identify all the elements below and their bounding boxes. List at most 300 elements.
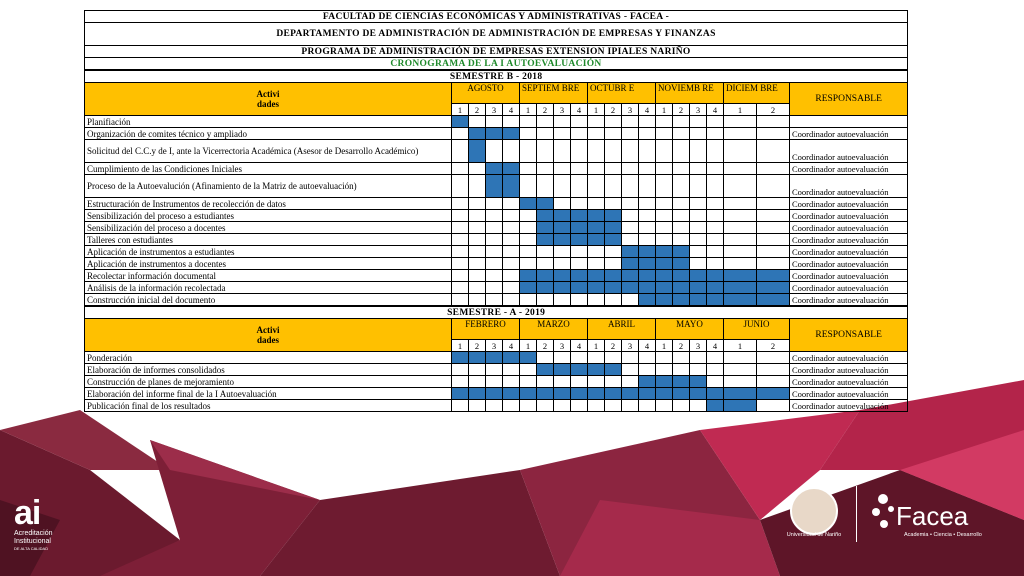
week-number: 2 — [537, 340, 554, 352]
schedule-cell — [571, 376, 588, 388]
schedule-cell — [520, 258, 537, 270]
schedule-cell — [537, 140, 554, 163]
schedule-cell-active — [520, 270, 537, 282]
activity-name: Proceso de la Autoevalución (Afinamiento de la Matriz de autoevaluación) — [85, 175, 452, 198]
schedule-cell — [588, 128, 605, 140]
activity-row — [85, 234, 908, 246]
week-number: 2 — [469, 340, 486, 352]
schedule-cell — [639, 400, 656, 412]
schedule-cell — [690, 163, 707, 175]
schedule-cell — [520, 234, 537, 246]
schedule-cell — [486, 258, 503, 270]
activity-name: Construcción inicial del documento — [85, 294, 452, 306]
schedule-cell — [469, 400, 486, 412]
schedule-cell-active — [622, 246, 639, 258]
semester-title: SEMESTRE B - 2018 — [85, 71, 908, 83]
schedule-cell-active — [724, 400, 757, 412]
department-title: DEPARTAMENTO DE ADMINISTRACIÓN DE ADMINISTRACIÓN DE EMPRESAS Y FINANZAS — [85, 23, 908, 46]
activity-name: Publicación final de los resultados — [85, 400, 452, 412]
schedule-cell — [707, 198, 724, 210]
schedule-cell-active — [757, 282, 790, 294]
schedule-cell — [486, 364, 503, 376]
schedule-cell — [622, 128, 639, 140]
schedule-cell — [622, 198, 639, 210]
schedule-cell — [707, 116, 724, 128]
schedule-cell — [605, 175, 622, 198]
month-header-marzo: MARZO — [520, 319, 588, 340]
responsible-name: Coordinador autoevaluación — [790, 258, 908, 270]
week-number: 2 — [757, 340, 790, 352]
schedule-cell-active — [639, 258, 656, 270]
logo-divider — [856, 486, 857, 542]
schedule-cell — [757, 116, 790, 128]
schedule-cell — [588, 175, 605, 198]
responsible-name: Coordinador autoevaluación — [790, 163, 908, 175]
schedule-cell — [537, 352, 554, 364]
schedule-cell — [605, 198, 622, 210]
schedule-cell — [724, 175, 757, 198]
schedule-cell — [503, 400, 520, 412]
activity-name: Recolectar información documental — [85, 270, 452, 282]
schedule-cell — [452, 400, 469, 412]
schedule-cell-active — [554, 222, 571, 234]
schedule-cell — [537, 175, 554, 198]
program-title: PROGRAMA DE ADMINISTRACIÓN DE EMPRESAS EXTENSION IPIALES NARIÑO — [85, 46, 908, 58]
schedule-cell — [605, 352, 622, 364]
schedule-cell — [452, 246, 469, 258]
schedule-cell-active — [588, 364, 605, 376]
facea-dot-icon — [878, 494, 888, 504]
schedule-cell-active — [757, 294, 790, 306]
schedule-cell — [690, 400, 707, 412]
schedule-cell-active — [486, 163, 503, 175]
schedule-cell — [673, 364, 690, 376]
week-number: 1 — [656, 104, 673, 116]
schedule-cell-active — [605, 222, 622, 234]
activity-name: Ponderación — [85, 352, 452, 364]
schedule-cell — [707, 376, 724, 388]
schedule-cell-active — [571, 270, 588, 282]
schedule-cell — [622, 175, 639, 198]
schedule-cell — [469, 222, 486, 234]
schedule-cell-active — [656, 388, 673, 400]
activity-name: Talleres con estudiantes — [85, 234, 452, 246]
schedule-cell — [452, 198, 469, 210]
activity-row — [85, 198, 908, 210]
schedule-cell-active — [605, 282, 622, 294]
schedule-cell — [571, 116, 588, 128]
schedule-cell — [469, 163, 486, 175]
schedule-cell — [537, 163, 554, 175]
schedule-cell-active — [673, 246, 690, 258]
schedule-cell — [503, 294, 520, 306]
schedule-cell — [707, 163, 724, 175]
schedule-cell — [724, 116, 757, 128]
week-number: 3 — [554, 104, 571, 116]
activity-name: Elaboración de informes consolidados — [85, 364, 452, 376]
schedule-cell-active — [588, 388, 605, 400]
schedule-cell — [724, 258, 757, 270]
schedule-cell — [757, 222, 790, 234]
schedule-cell — [605, 400, 622, 412]
schedule-cell — [656, 175, 673, 198]
responsible-name: Coordinador autoevaluación — [790, 282, 908, 294]
activity-row — [85, 258, 908, 270]
week-number: 3 — [554, 340, 571, 352]
faculty-title: FACULTAD DE CIENCIAS ECONÓMICAS Y ADMINISTRATIVAS - FACEA - — [85, 11, 908, 23]
week-number: 3 — [486, 340, 503, 352]
schedule-cell — [452, 294, 469, 306]
schedule-cell-active — [537, 282, 554, 294]
schedule-cell — [605, 258, 622, 270]
activity-row — [85, 388, 908, 400]
activity-row — [85, 270, 908, 282]
schedule-cell-active — [605, 234, 622, 246]
schedule-cell — [452, 163, 469, 175]
schedule-cell-active — [452, 116, 469, 128]
schedule-cell — [503, 140, 520, 163]
schedule-cell — [554, 376, 571, 388]
schedule-cell — [588, 294, 605, 306]
schedule-cell-active — [639, 294, 656, 306]
responsible-name: Coordinador autoevaluación — [790, 352, 908, 364]
responsible-name: Coordinador autoevaluación — [790, 222, 908, 234]
schedule-cell — [469, 270, 486, 282]
schedule-cell — [707, 352, 724, 364]
schedule-cell-active — [673, 258, 690, 270]
schedule-cell — [639, 222, 656, 234]
schedule-cell — [520, 116, 537, 128]
schedule-cell — [571, 140, 588, 163]
responsible-name — [790, 116, 908, 128]
schedule-cell — [469, 282, 486, 294]
week-number: 4 — [503, 340, 520, 352]
schedule-cell — [690, 352, 707, 364]
schedule-cell — [554, 128, 571, 140]
week-number: 1 — [520, 104, 537, 116]
schedule-cell — [503, 376, 520, 388]
schedule-cell — [486, 400, 503, 412]
schedule-cell — [622, 163, 639, 175]
week-number: 2 — [673, 340, 690, 352]
schedule-cell — [622, 116, 639, 128]
schedule-cell-active — [673, 294, 690, 306]
schedule-cell — [520, 163, 537, 175]
schedule-cell — [554, 116, 571, 128]
schedule-cell — [452, 376, 469, 388]
activity-row — [85, 376, 908, 388]
schedule-cell-active — [571, 222, 588, 234]
schedule-cell — [588, 376, 605, 388]
schedule-cell — [452, 258, 469, 270]
schedule-cell — [622, 400, 639, 412]
schedule-cell — [724, 364, 757, 376]
responsible-header: RESPONSABLE — [790, 83, 908, 116]
schedule-cell — [588, 246, 605, 258]
schedule-cell — [503, 364, 520, 376]
schedule-cell-active — [622, 388, 639, 400]
schedule-cell — [690, 116, 707, 128]
schedule-cell-active — [605, 364, 622, 376]
schedule-cell — [707, 234, 724, 246]
schedule-cell — [554, 294, 571, 306]
schedule-cell — [707, 175, 724, 198]
schedule-cell-active — [673, 376, 690, 388]
month-header-febrero: FEBRERO — [452, 319, 520, 340]
schedule-cell — [520, 294, 537, 306]
schedule-cell — [503, 258, 520, 270]
activity-name: Planifiación — [85, 116, 452, 128]
activities-header: Activi dades — [85, 83, 452, 116]
week-number: 1 — [724, 340, 757, 352]
schedule-cell — [571, 400, 588, 412]
schedule-cell — [469, 376, 486, 388]
schedule-cell — [622, 234, 639, 246]
schedule-cell-active — [622, 270, 639, 282]
activity-row — [85, 282, 908, 294]
schedule-cell-active — [588, 270, 605, 282]
schedule-cell — [571, 175, 588, 198]
responsible-name: Coordinador autoevaluación — [790, 294, 908, 306]
month-header-noviemb-re: NOVIEMB RE — [656, 83, 724, 104]
facea-dot-icon — [872, 508, 880, 516]
activity-name: Aplicación de instrumentos a estudiantes — [85, 246, 452, 258]
semester-b-2018-table — [84, 70, 908, 306]
schedule-cell — [554, 175, 571, 198]
responsible-name: Coordinador autoevaluación — [790, 376, 908, 388]
schedule-cell-active — [757, 270, 790, 282]
schedule-cell — [605, 116, 622, 128]
schedule-cell — [639, 234, 656, 246]
schedule-cell — [690, 198, 707, 210]
schedule-cell — [537, 128, 554, 140]
schedule-cell — [656, 234, 673, 246]
schedule-cell — [469, 175, 486, 198]
schedule-cell — [503, 246, 520, 258]
activity-name: Solicitud del C.C.y de I, ante la Vicerrectoria Académica (Asesor de Desarrollo Académico) — [85, 140, 452, 163]
week-number: 4 — [571, 104, 588, 116]
schedule-cell — [554, 400, 571, 412]
schedule-cell-active — [757, 388, 790, 400]
activity-row — [85, 175, 908, 198]
schedule-cell — [571, 198, 588, 210]
schedule-cell-active — [554, 234, 571, 246]
schedule-cell — [503, 116, 520, 128]
schedule-cell-active — [503, 163, 520, 175]
schedule-cell-active — [588, 222, 605, 234]
schedule-cell — [452, 222, 469, 234]
schedule-cell-active — [724, 282, 757, 294]
schedule-cell-active — [469, 352, 486, 364]
schedule-cell — [656, 198, 673, 210]
responsible-name: Coordinador autoevaluación — [790, 246, 908, 258]
week-number: 4 — [707, 104, 724, 116]
week-number: 1 — [656, 340, 673, 352]
schedule-cell-active — [520, 198, 537, 210]
schedule-cell-active — [469, 140, 486, 163]
schedule-cell-active — [605, 388, 622, 400]
schedule-cell — [452, 364, 469, 376]
activity-name: Aplicación de instrumentos a docentes — [85, 258, 452, 270]
schedule-cell — [707, 128, 724, 140]
responsible-name: Coordinador autoevaluación — [790, 175, 908, 198]
schedule-cell — [588, 198, 605, 210]
month-header-octubr-e: OCTUBR E — [588, 83, 656, 104]
activity-row — [85, 163, 908, 175]
schedule-cell-active — [571, 388, 588, 400]
schedule-cell-active — [724, 294, 757, 306]
week-number: 4 — [639, 104, 656, 116]
schedule-cell — [690, 364, 707, 376]
schedule-cell — [656, 222, 673, 234]
schedule-cell — [503, 234, 520, 246]
schedule-sheet — [84, 10, 907, 412]
semester-a-2019-table — [84, 306, 908, 412]
schedule-cell-active — [588, 282, 605, 294]
week-number: 1 — [588, 340, 605, 352]
schedule-cell — [757, 128, 790, 140]
schedule-cell — [486, 210, 503, 222]
schedule-cell — [605, 246, 622, 258]
schedule-cell — [656, 400, 673, 412]
schedule-cell — [639, 128, 656, 140]
schedule-cell — [622, 140, 639, 163]
schedule-cell-active — [656, 376, 673, 388]
schedule-cell — [605, 163, 622, 175]
schedule-cell — [656, 128, 673, 140]
responsible-name: Coordinador autoevaluación — [790, 198, 908, 210]
activity-name: Estructuración de Instrumentos de recolección de datos — [85, 198, 452, 210]
week-number: 2 — [605, 340, 622, 352]
schedule-cell-active — [622, 258, 639, 270]
week-number: 4 — [707, 340, 724, 352]
schedule-cell — [690, 140, 707, 163]
month-header-diciem-bre: DICIEM BRE — [724, 83, 790, 104]
schedule-cell — [622, 364, 639, 376]
schedule-cell-active — [656, 270, 673, 282]
responsible-name: Coordinador autoevaluación — [790, 140, 908, 163]
activity-name: Organización de comites técnico y ampliado — [85, 128, 452, 140]
schedule-cell — [757, 198, 790, 210]
schedule-cell — [503, 282, 520, 294]
schedule-cell — [520, 400, 537, 412]
schedule-cell — [690, 128, 707, 140]
schedule-cell — [724, 376, 757, 388]
schedule-cell-active — [571, 282, 588, 294]
schedule-cell-active — [537, 270, 554, 282]
schedule-cell — [639, 175, 656, 198]
schedule-cell-active — [605, 210, 622, 222]
schedule-cell — [690, 222, 707, 234]
schedule-cell-active — [520, 352, 537, 364]
schedule-cell-active — [656, 282, 673, 294]
schedule-cell — [673, 175, 690, 198]
schedule-cell — [605, 376, 622, 388]
schedule-cell — [554, 198, 571, 210]
week-number: 2 — [605, 104, 622, 116]
schedule-cell — [656, 352, 673, 364]
schedule-cell — [622, 222, 639, 234]
facea-name: Facea — [896, 501, 969, 531]
schedule-cell — [520, 222, 537, 234]
month-header-junio: JUNIO — [724, 319, 790, 340]
schedule-cell — [656, 210, 673, 222]
schedule-cell-active — [690, 270, 707, 282]
schedule-cell — [707, 210, 724, 222]
schedule-cell-active — [707, 294, 724, 306]
week-number: 3 — [622, 104, 639, 116]
schedule-cell — [537, 246, 554, 258]
schedule-cell — [537, 116, 554, 128]
schedule-cell — [554, 258, 571, 270]
activity-row — [85, 140, 908, 163]
week-number: 2 — [673, 104, 690, 116]
week-number: 4 — [571, 340, 588, 352]
schedule-cell-active — [537, 388, 554, 400]
schedule-cell-active — [588, 234, 605, 246]
week-number: 1 — [520, 340, 537, 352]
schedule-cell — [707, 258, 724, 270]
schedule-cell — [554, 140, 571, 163]
responsible-name: Coordinador autoevaluación — [790, 364, 908, 376]
activity-name: Elaboración del informe final de la I Autoevaluación — [85, 388, 452, 400]
schedule-cell — [486, 246, 503, 258]
schedule-cell-active — [724, 388, 757, 400]
schedule-cell — [571, 128, 588, 140]
week-number: 2 — [469, 104, 486, 116]
schedule-cell — [537, 400, 554, 412]
schedule-cell — [639, 163, 656, 175]
schedule-cell — [724, 163, 757, 175]
accreditation-mark: ai — [14, 494, 41, 532]
schedule-cell-active — [554, 388, 571, 400]
schedule-cell-active — [537, 210, 554, 222]
schedule-cell — [452, 282, 469, 294]
schedule-cell — [707, 140, 724, 163]
schedule-cell — [571, 352, 588, 364]
schedule-cell — [673, 210, 690, 222]
schedule-cell — [724, 246, 757, 258]
schedule-cell-active — [673, 388, 690, 400]
schedule-cell-active — [707, 388, 724, 400]
schedule-cell — [605, 294, 622, 306]
facea-dot-icon — [888, 506, 894, 512]
activity-name: Sensibilización del proceso a estudiantes — [85, 210, 452, 222]
schedule-cell — [605, 140, 622, 163]
schedule-cell-active — [571, 210, 588, 222]
responsible-name: Coordinador autoevaluación — [790, 400, 908, 412]
schedule-cell — [656, 140, 673, 163]
week-number: 4 — [503, 104, 520, 116]
schedule-cell — [673, 198, 690, 210]
schedule-cell-active — [656, 258, 673, 270]
schedule-cell — [588, 400, 605, 412]
schedule-cell — [707, 364, 724, 376]
week-number: 1 — [452, 340, 469, 352]
schedule-cell-active — [690, 294, 707, 306]
schedule-cell-active — [452, 352, 469, 364]
schedule-cell — [690, 234, 707, 246]
schedule-cell — [520, 364, 537, 376]
schedule-cell-active — [707, 400, 724, 412]
university-name: Universidad de Nariño — [786, 532, 842, 538]
schedule-cell-active — [554, 210, 571, 222]
schedule-cell — [639, 116, 656, 128]
schedule-cell — [520, 140, 537, 163]
week-number: 1 — [588, 104, 605, 116]
schedule-cell — [724, 128, 757, 140]
schedule-cell — [757, 400, 790, 412]
